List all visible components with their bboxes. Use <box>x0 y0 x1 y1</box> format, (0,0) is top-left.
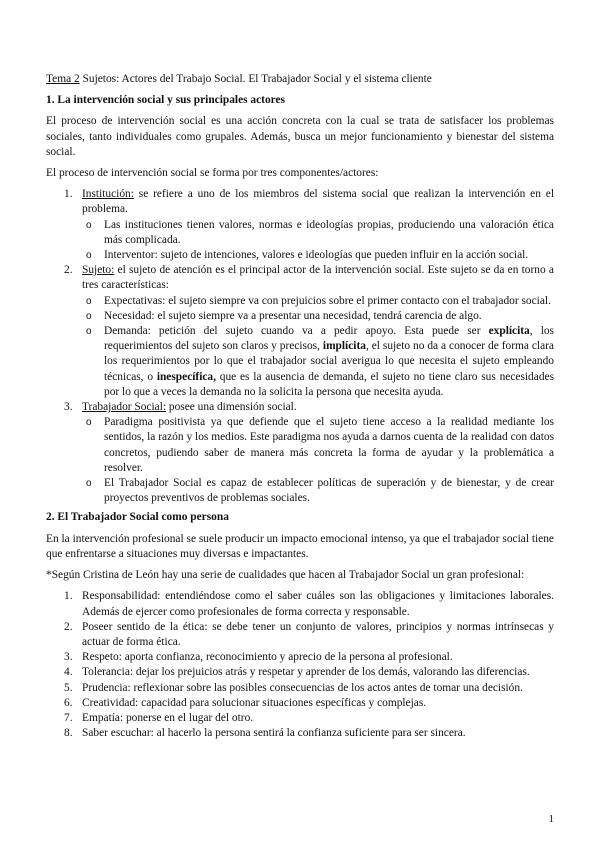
list-item-text: posee una dimensión social. <box>166 401 297 414</box>
sub-list-item: o Las instituciones tienen valores, normas e ideologías propias, produciendo una valoración ética más complicada. <box>86 218 554 246</box>
bullet-icon: o <box>86 310 92 322</box>
list-item-text: el sujeto de atención es el principal actor de la intervención social. Este sujeto se da en torno a tres características: <box>82 264 554 292</box>
list-number: 1. <box>64 188 73 201</box>
list-item <box>46 187 554 263</box>
document-title <box>46 72 554 87</box>
section2-heading: 2. El Trabajador Social como persona <box>46 511 229 524</box>
sub-list <box>82 294 554 400</box>
list-item: 8. Saber escuchar: al hacerlo la persona sentirá la confianza suficiente para ser sincera. <box>64 727 466 740</box>
list-item-label: Institución: <box>82 188 134 201</box>
actors-list <box>46 187 554 506</box>
sub-list-item: o Necesidad: el sujeto siempre va a presentar una necesidad, tendrá carencia de algo. <box>82 309 554 324</box>
tema-label: Tema 2 <box>46 73 80 85</box>
list-number: 2. <box>64 264 73 277</box>
list-item: 3. Respeto: aporta confianza, reconocimiento y aprecio de la persona al profesional. <box>64 651 453 664</box>
list-item: 6. Creatividad: capacidad para solucionar situaciones específicas y complejas. <box>64 696 427 709</box>
list-number: 3. <box>64 401 73 414</box>
sub-list-item: o Paradigma positivista ya que defiende que el sujeto tiene acceso a la realidad mediante los sentidos, la razón y los medios. Este paradigma nos ayuda a darnos cuenta de la realidad con datos concretos, pudiendo saber de manera más concreta la forma de ayudar y la problemática a resolver. <box>86 416 554 474</box>
sub-list <box>82 218 554 264</box>
sub-list-item-demanda: o Demanda: petición del sujeto cuando va a pedir apoyo. Esta puede ser explícita, los requerimientos del sujeto son claros y precisos, implícita, el sujeto no da a conocer de forma clara los requerimientos por lo que el trabajador social averigua lo que necesita el sujeto empleando técnicas, o inespecífica, que es la ausencia de demanda, el sujeto no tiene claro sus necesidades por lo que a veces la demanda no la solicita la persona que necesita ayuda. <box>86 325 554 398</box>
bullet-icon: o <box>86 219 92 231</box>
sub-list-item: o El Trabajador Social es capaz de establecer políticas de superación y de bienestar, y de crear proyectos preventivos de problemas sociales. <box>86 477 554 505</box>
list-item: 7. Empatía: ponerse en el lugar del otro. <box>64 711 254 724</box>
document-page <box>46 72 554 741</box>
bullet-icon: o <box>86 326 92 338</box>
sub-list <box>82 415 554 506</box>
bullet-icon: o <box>86 417 92 429</box>
list-item: 2. Poseer sentido de la ética: se debe tener un conjunto de valores, principios y normas intrínsecas y actuar de forma ética. <box>64 620 554 648</box>
section2-paragraph-1: En la intervención profesional se suele producir un impacto emocional intenso, ya que el trabajador social tiene que enfrentarse a situaciones muy diversas e impactantes. <box>46 532 554 560</box>
list-item-text: se refiere a uno de los miembros del sistema social que realizan la intervención en el problema. <box>82 188 554 216</box>
bullet-icon: o <box>86 478 92 490</box>
sub-list-item: o Interventor: sujeto de intenciones, valores e ideologías que pueden influir en la acción social. <box>82 248 554 263</box>
tema-title: Sujetos: Actores del Trabajo Social. El Trabajador Social y el sistema cliente <box>79 73 432 85</box>
list-item <box>46 263 554 400</box>
list-item-label: Trabajador Social: <box>82 401 167 414</box>
section1-paragraph-1: El proceso de intervención social es una acción concreta con la cual se trata de satisfacer los problemas sociales, tanto individuales como grupales. Además, busca un mejor funcionamiento y bienestar del sistema social. <box>46 115 554 158</box>
section1-heading: 1. La intervención social y sus principales actores <box>46 94 285 107</box>
list-item-label: Sujeto: <box>82 264 115 277</box>
bullet-icon: o <box>86 250 92 262</box>
section1-paragraph-2: El proceso de intervención social se forma por tres componentes/actores: <box>46 167 379 180</box>
page-number: 1 <box>548 813 554 825</box>
bullet-icon: o <box>86 295 92 307</box>
sub-list-item: o Expectativas: el sujeto siempre va con prejuicios sobre el primer contacto con el trabajador social. <box>82 294 554 309</box>
section2-paragraph-2: *Según Cristina de León hay una serie de cualidades que hacen al Trabajador Social un gran profesional: <box>46 569 525 582</box>
list-item <box>46 400 554 506</box>
list-item: 5. Prudencia: reflexionar sobre las posibles consecuencias de los actos antes de tomar una decisión. <box>64 681 523 694</box>
list-item: 4. Tolerancia: dejar los prejuicios atrás y respetar y aprender de los demás, valorando las diferencias. <box>64 666 530 679</box>
list-item: 1. Responsabilidad: entendiéndose como el saber cuáles son las obligaciones y limitaciones laborales. Además de ejercer como profesionales de forma correcta y responsable. <box>64 590 554 618</box>
qualities-list <box>46 589 554 741</box>
